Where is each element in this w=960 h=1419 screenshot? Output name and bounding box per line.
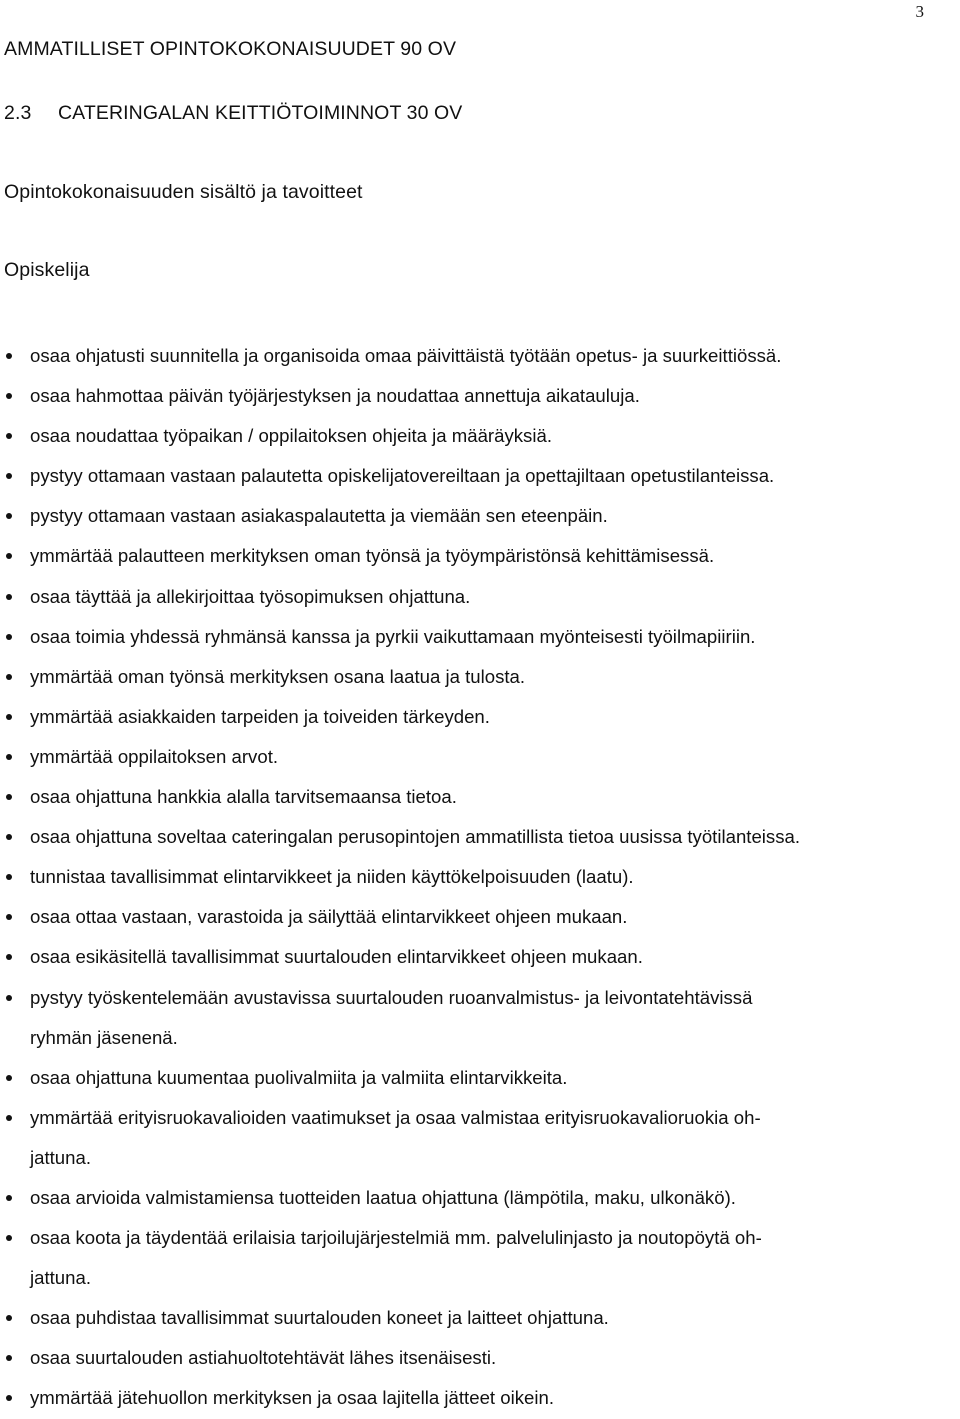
bullet-icon — [6, 353, 12, 359]
list-item-text: osaa ohjattuna hankkia alalla tarvitsemaansa tietoa. — [30, 786, 457, 808]
list-item-text: osaa täyttää ja allekirjoittaa työsopimuksen ohjattuna. — [30, 585, 471, 607]
bullet-icon — [6, 714, 12, 720]
section-number: 2.3 — [4, 102, 32, 124]
list-item-text: ymmärtää oppilaitoksen arvot. — [30, 745, 279, 767]
list-item — [0, 897, 960, 937]
list-item — [0, 817, 960, 857]
list-item — [0, 1338, 960, 1378]
section-heading — [4, 102, 462, 125]
page-number: 3 — [915, 2, 924, 21]
list-item-text: ymmärtää erityisruokavalioiden vaatimukset ja osaa valmistaa erityisruokavalioruokia oh- — [30, 1106, 761, 1128]
list-item — [0, 1098, 960, 1178]
list-item-text: osaa esikäsitellä tavallisimmat suurtalouden elintarvikkeet ohjeen mukaan. — [30, 946, 643, 968]
list-item — [0, 536, 960, 576]
intro-label: Opiskelija — [4, 259, 90, 281]
list-item — [0, 376, 960, 416]
objectives-list — [0, 336, 960, 1419]
list-item-text: tunnistaa tavallisimmat elintarvikkeet ja niiden käyttökelpoisuuden (laatu). — [30, 866, 634, 888]
list-item — [0, 1298, 960, 1338]
bullet-icon — [6, 1235, 12, 1241]
list-item — [0, 1178, 960, 1218]
list-item — [0, 577, 960, 617]
bullet-icon — [6, 754, 12, 760]
bullet-icon — [6, 1395, 12, 1401]
bullet-icon — [6, 553, 12, 559]
list-item-text: ryhmän jäsenenä. — [30, 1026, 178, 1048]
list-item-text: osaa ohjattuna kuumentaa puolivalmiita ja valmiita elintarvikkeita. — [30, 1066, 568, 1088]
list-item-text: pystyy ottamaan vastaan palautetta opiskelijatovereiltaan ja opettajiltaan opetustilanteissa. — [30, 465, 775, 487]
list-item — [0, 1058, 960, 1098]
list-item — [0, 456, 960, 496]
list-item-text: osaa arvioida valmistamiensa tuotteiden laatua ohjattuna (lämpötila, maku, ulkonäkö). — [30, 1186, 736, 1208]
list-item-text: jattuna. — [30, 1267, 91, 1289]
bullet-icon — [6, 473, 12, 479]
main-heading: AMMATILLISET OPINTOKOKONAISUUDET 90 OV — [4, 38, 457, 60]
list-item — [0, 737, 960, 777]
list-item-text: ymmärtää asiakkaiden tarpeiden ja toiveiden tärkeyden. — [30, 705, 490, 727]
list-item-text: osaa suurtalouden astiahuoltotehtävät lähes itsenäisesti. — [30, 1347, 497, 1369]
list-item-text: pystyy ottamaan vastaan asiakaspalautetta ja viemään sen eteenpäin. — [30, 505, 608, 527]
list-item — [0, 1378, 960, 1418]
list-item — [0, 657, 960, 697]
subheading: Opintokokonaisuuden sisältö ja tavoitteet — [4, 181, 363, 203]
list-item — [0, 777, 960, 817]
bullet-icon — [6, 995, 12, 1001]
bullet-icon — [6, 1195, 12, 1201]
list-item-text: osaa koota ja täydentää erilaisia tarjoilujärjestelmiä mm. palvelulinjasto ja noutopöytä oh- — [30, 1227, 762, 1249]
list-item — [0, 336, 960, 376]
list-item — [0, 1218, 960, 1298]
bullet-icon — [6, 674, 12, 680]
bullet-icon — [6, 634, 12, 640]
list-item-text: osaa toimia yhdessä ryhmänsä kanssa ja pyrkii vaikuttamaan myönteisesti työilmapiiriin. — [30, 625, 756, 647]
list-item — [0, 857, 960, 897]
list-item-text: pystyy työskentelemään avustavissa suurtalouden ruoanvalmistus- ja leivontatehtävissä — [30, 986, 753, 1008]
bullet-icon — [6, 594, 12, 600]
bullet-icon — [6, 433, 12, 439]
list-item-text: ymmärtää oman työnsä merkityksen osana laatua ja tulosta. — [30, 665, 526, 687]
bullet-icon — [6, 1115, 12, 1121]
list-item — [0, 937, 960, 977]
list-item-text: osaa ohjattuna soveltaa cateringalan perusopintojen ammatillista tietoa uusissa työtilanteissa. — [30, 826, 801, 848]
list-item-text: osaa ohjatusti suunnitella ja organisoida omaa päivittäistä työtään opetus- ja suurkeittiössä. — [30, 345, 782, 366]
bullet-icon — [6, 393, 12, 399]
list-item-text: osaa hahmottaa päivän työjärjestyksen ja noudattaa annettuja aikatauluja. — [30, 385, 640, 407]
bullet-icon — [6, 794, 12, 800]
list-item-text: ymmärtää palautteen merkityksen oman työnsä ja työympäristönsä kehittämisessä. — [30, 545, 715, 567]
bullet-icon — [6, 1075, 12, 1081]
bullet-icon — [6, 914, 12, 920]
bullet-icon — [6, 874, 12, 880]
list-item-text: jattuna. — [30, 1146, 91, 1168]
list-item-text: ymmärtää jätehuollon merkityksen ja osaa lajitella jätteet oikein. — [30, 1387, 554, 1409]
list-item — [0, 697, 960, 737]
list-item-text: osaa ottaa vastaan, varastoida ja säilyttää elintarvikkeet ohjeen mukaan. — [30, 906, 628, 928]
list-item — [0, 496, 960, 536]
list-item — [0, 416, 960, 456]
bullet-icon — [6, 1315, 12, 1321]
section-title: CATERINGALAN KEITTIÖTOIMINNOT 30 OV — [58, 102, 463, 124]
list-item — [0, 617, 960, 657]
bullet-icon — [6, 1355, 12, 1361]
bullet-icon — [6, 834, 12, 840]
bullet-icon — [6, 954, 12, 960]
list-item-text: osaa noudattaa työpaikan / oppilaitoksen ohjeita ja määräyksiä. — [30, 425, 552, 447]
bullet-icon — [6, 513, 12, 519]
list-item — [0, 978, 960, 1058]
list-item-text: osaa puhdistaa tavallisimmat suurtalouden koneet ja laitteet ohjattuna. — [30, 1307, 609, 1329]
